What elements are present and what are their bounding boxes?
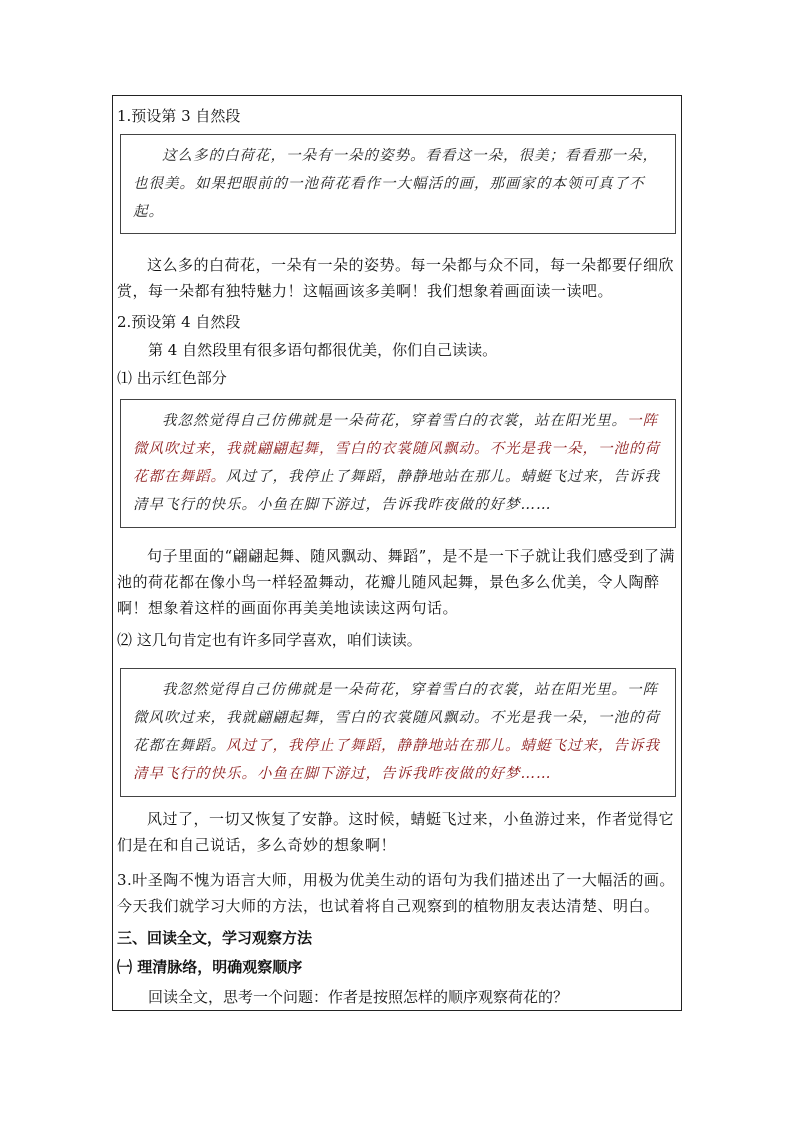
paragraph-5 [117,867,683,919]
paragraph-5-text: 3.叶圣陶不愧为语言大师，用极为优美生动的语句为我们描述出了一大幅活的画。今天我们就学习大师的方法，也试着将自己观察到的植物朋友表达清楚、明白。 [117,871,675,915]
heading-section-3: 三、回读全文，学习观察方法 [117,929,313,947]
paragraph-6: 回读全文，思考一个问题：作者是按照怎样的顺序观察荷花的？ [148,988,569,1006]
paragraph-2: 第 4 自然段里有很多语句都很优美，你们自己读读。 [148,341,498,359]
paragraph-1 [117,252,683,304]
section-label-1: 1.预设第 3 自然段 [117,107,241,125]
quote-box-2 [120,399,676,528]
quote2-seg1: 我忽然觉得自己仿佛就是一朵荷花，穿着雪白的衣裳，站在阳光里。 [162,413,627,429]
sub-label-1: ⑴ 出示红色部分 [117,369,227,387]
quote3-seg2-red: 风过了，我停止了舞蹈，静静地站在那儿。蜻蜓飞过来，告诉我清早飞行的快乐。小鱼在脚下游过，告诉我昨夜做的好梦…… [133,738,660,782]
paragraph-4 [117,806,683,858]
paragraph-4-text: 风过了，一切又恢复了安静。这时候，蜻蜓飞过来，小鱼游过来，作者觉得它们是在和自己说话，多么奇妙的想象啊！ [117,810,675,854]
heading-subsection-3-1: ㈠ 理清脉络，明确观察顺序 [117,958,303,976]
sub-label-2: ⑵ 这几句肯定也有许多同学喜欢，咱们读读。 [117,631,422,649]
quote-text-2 [133,407,661,519]
quote3-seg1: 我忽然觉得自己仿佛就是一朵荷花，穿着雪白的衣裳，站在阳光里。一阵微风吹过来，我就翩翩起舞，雪白的衣裳随风飘动。不光是我一朵，一池的荷花都在舞蹈。 [133,682,660,754]
paragraph-3-text: 句子里面的“翩翩起舞、随风飘动、舞蹈”，是不是一下子就让我们感受到了满池的荷花都在像小鸟一样轻盈舞动，花瓣儿随风起舞，景色多么优美，令人陶醉啊！想象着这样的画面你再美美地读读这两句话。 [117,547,675,617]
paragraph-3 [117,543,683,621]
quote2-seg3: 风过了，我停止了舞蹈，静静地站在那儿。蜻蜓飞过来，告诉我清早飞行的快乐。小鱼在脚下游过，告诉我昨夜做的好梦…… [133,469,660,513]
quote-box-1 [120,134,676,234]
quote-text-1: 这么多的白荷花，一朵有一朵的姿势。看看这一朵，很美；看看那一朵，也很美。如果把眼前的一池荷花看作一大幅活的画，那画家的本领可真了不起。 [133,148,658,220]
quote2-seg2-red: 一阵微风吹过来，我就翩翩起舞，雪白的衣裳随风飘动。不光是我一朵，一池的荷花都在舞蹈。 [133,413,660,485]
quote-text-3 [133,676,661,788]
section-label-2: 2.预设第 4 自然段 [117,313,241,331]
paragraph-1-text: 这么多的白荷花，一朵有一朵的姿势。每一朵都与众不同，每一朵都要仔细欣赏，每一朵都有独特魅力！这幅画该多美啊！我们想象着画面读一读吧。 [117,256,675,300]
quote-box-3 [120,668,676,797]
